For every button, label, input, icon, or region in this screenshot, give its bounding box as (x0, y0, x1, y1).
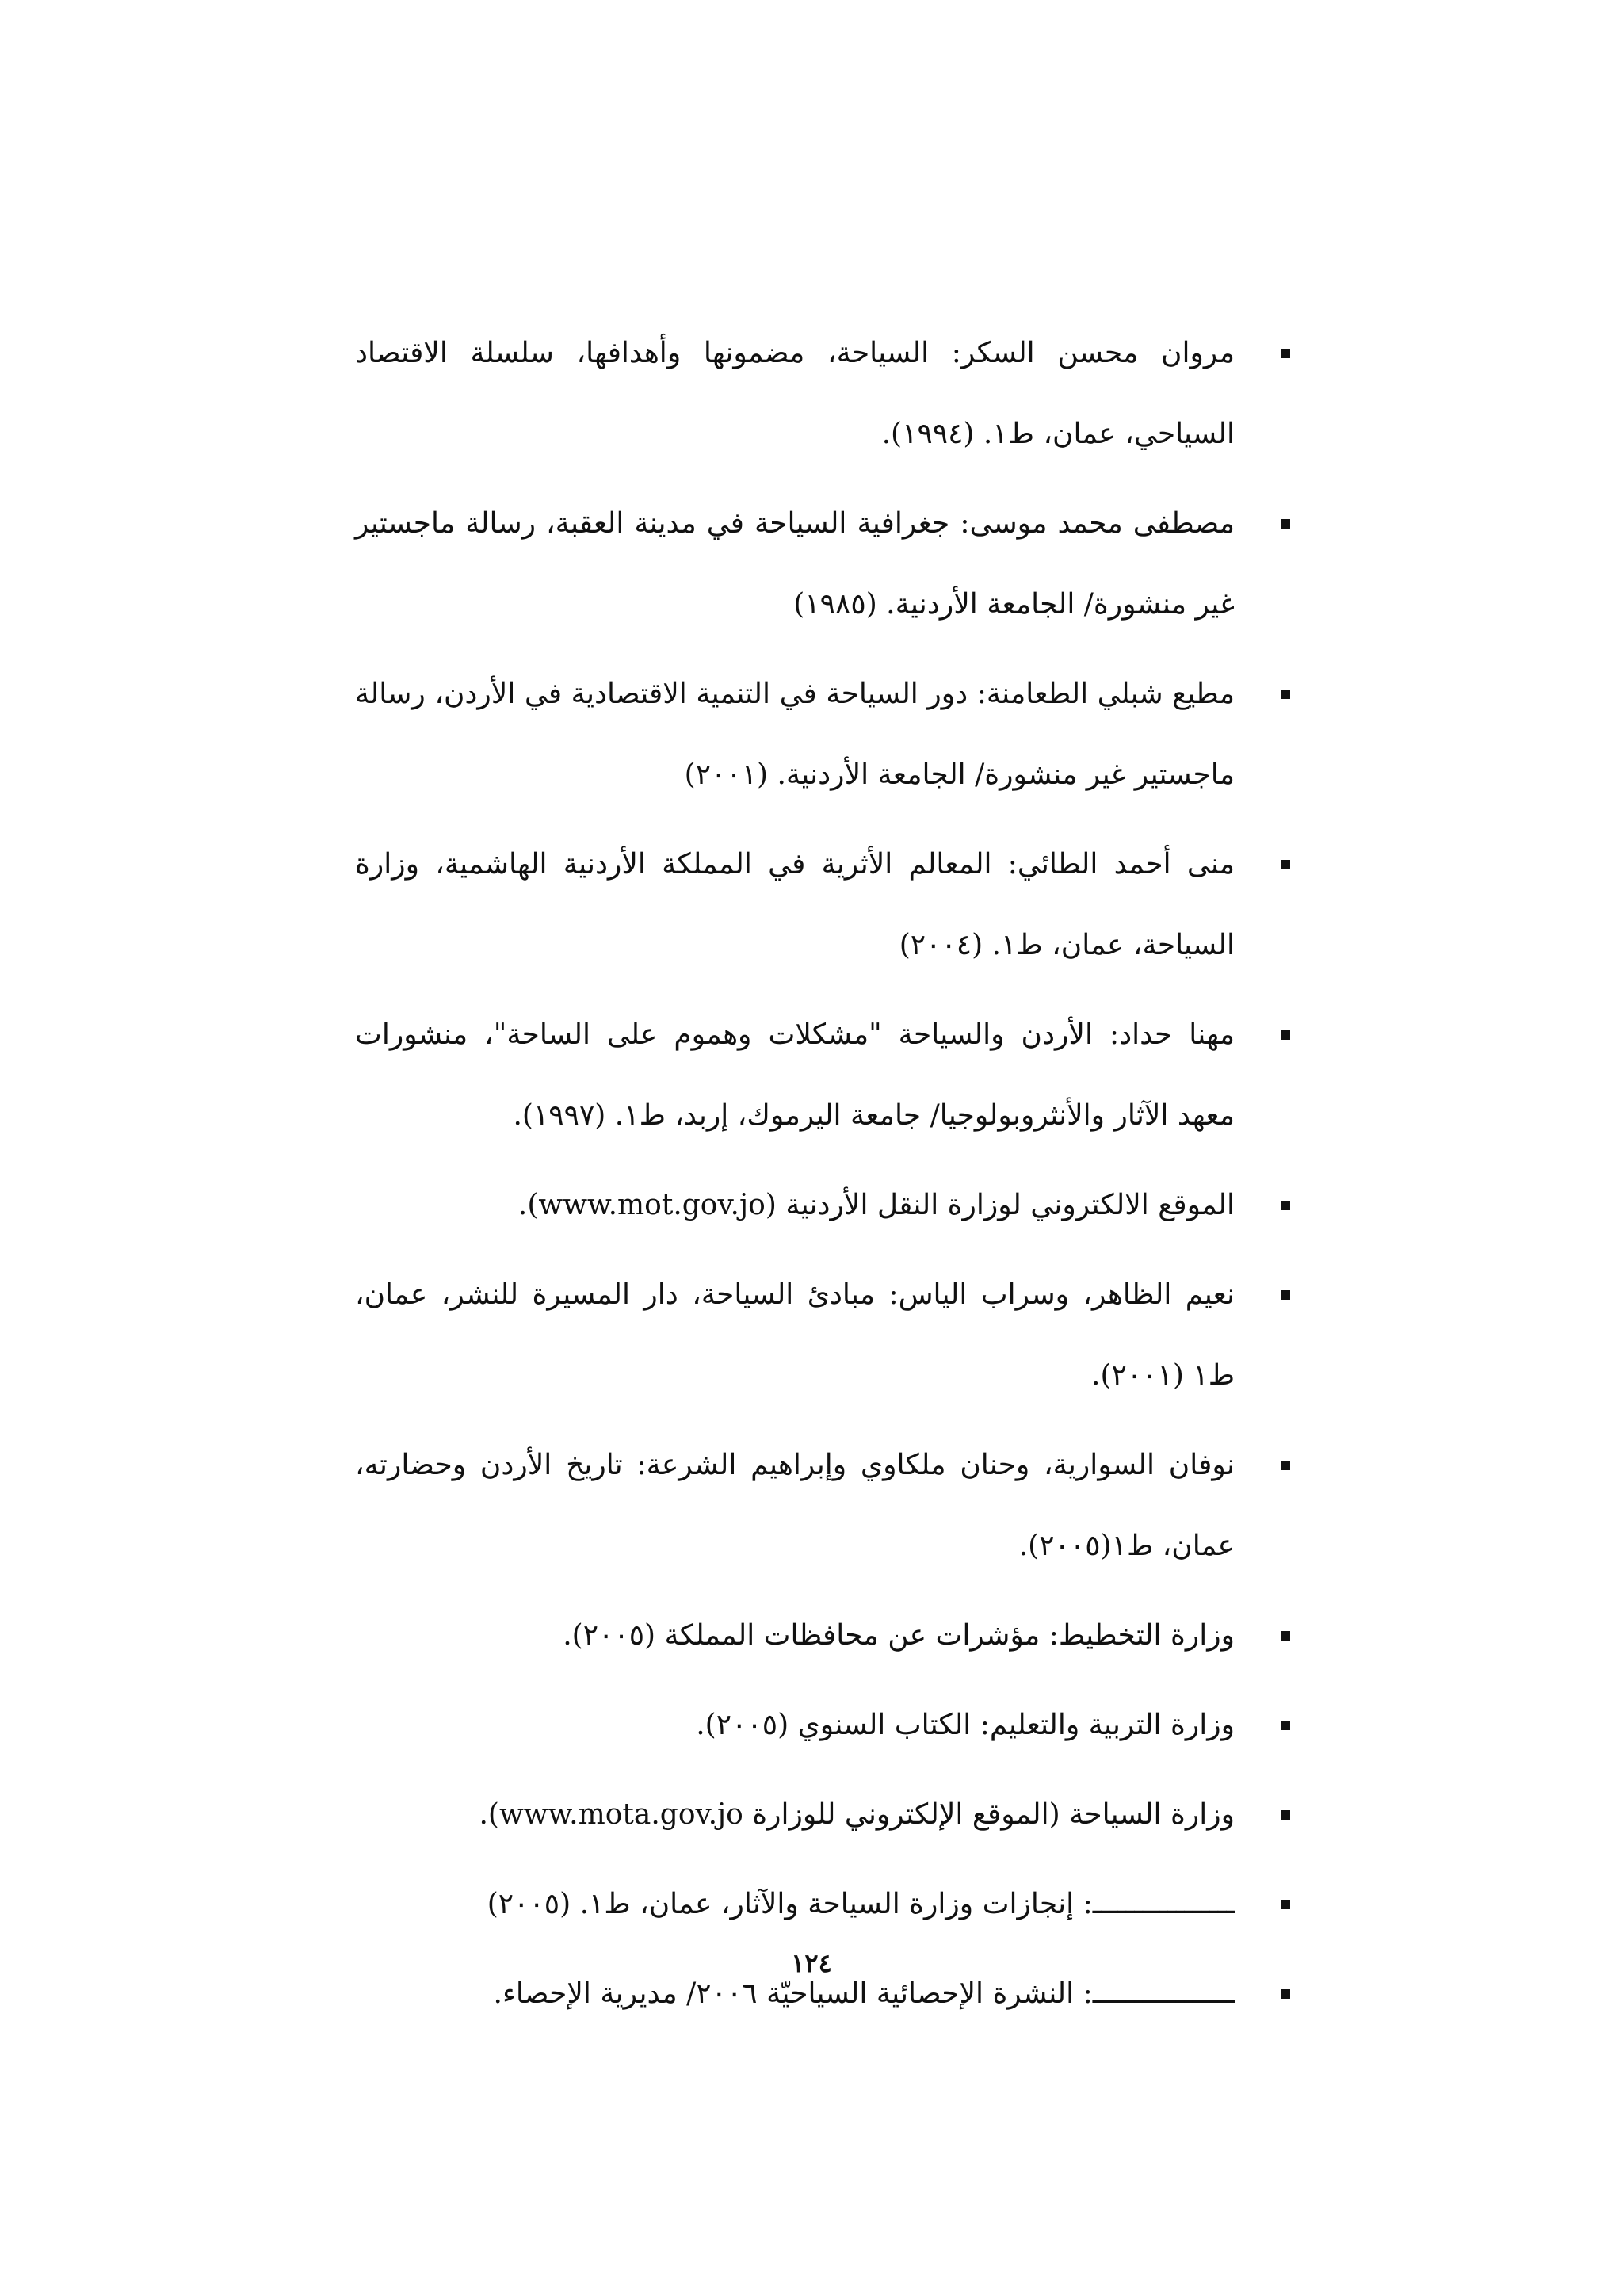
reference-text: مروان محسن السكر: السياحة، مضمونها وأهدافها، سلسلة الاقتصاد السياحي، عمان، ط١. (١٩٩٤). (355, 337, 1235, 450)
reference-item (355, 1864, 1290, 1945)
reference-text: ـــــــــــــــــ: النشرة الإحصائية السياحيّة ٢٠٠٦/ مديرية الإحصاء. (493, 1977, 1235, 2010)
square-bullet-icon (1281, 1900, 1290, 1909)
reference-list (355, 313, 1290, 2043)
reference-text: منى أحمد الطائي: المعالم الأثرية في المملكة الأردنية الهاشمية، وزارة السياحة، عمان، ط١. (٢٠٠٤) (355, 848, 1235, 961)
reference-item (355, 1165, 1290, 1246)
reference-text: مهنا حداد: الأردن والسياحة "مشكلات وهموم على الساحة"، منشورات معهد الآثار والأنثروبولوجيا/ جامعة اليرموك، إربد، ط١. (١٩٩٧). (355, 1018, 1235, 1132)
reference-item (355, 483, 1290, 645)
square-bullet-icon (1281, 1290, 1290, 1300)
page-number: ١٢٤ (791, 1948, 832, 1978)
square-bullet-icon (1281, 1810, 1290, 1820)
reference-item (355, 1425, 1290, 1587)
reference-item (355, 995, 1290, 1156)
reference-item (355, 1595, 1290, 1676)
square-bullet-icon (1281, 1989, 1290, 1999)
reference-text: نوفان السوارية، وحنان ملكاوي وإبراهيم الشرعة: تاريخ الأردن وحضارته، عمان، ط١(٢٠٠٥). (355, 1449, 1235, 1562)
reference-item (355, 1775, 1290, 1855)
square-bullet-icon (1281, 690, 1290, 699)
square-bullet-icon (1281, 1461, 1290, 1470)
reference-text: ـــــــــــــــــ: إنجازات وزارة السياحة والآثار، عمان، ط١. (٢٠٠٥) (487, 1888, 1235, 1920)
square-bullet-icon (1281, 1201, 1290, 1210)
reference-item (355, 654, 1290, 816)
square-bullet-icon (1281, 349, 1290, 358)
reference-text: نعيم الظاهر، وسراب الياس: مبادئ السياحة، دار المسيرة للنشر، عمان، ط١ (٢٠٠١). (355, 1278, 1235, 1392)
reference-text: وزارة السياحة (الموقع الإلكتروني للوزارة www.mota.gov.jo). (479, 1798, 1235, 1831)
square-bullet-icon (1281, 519, 1290, 529)
square-bullet-icon (1281, 1631, 1290, 1641)
reference-text: وزارة التخطيط: مؤشرات عن محافظات المملكة (٢٠٠٥). (563, 1619, 1235, 1652)
reference-item (355, 313, 1290, 475)
square-bullet-icon (1281, 1721, 1290, 1730)
reference-item (355, 1255, 1290, 1416)
reference-item (355, 824, 1290, 986)
square-bullet-icon (1281, 1030, 1290, 1040)
reference-text: مصطفى محمد موسى: جغرافية السياحة في مدينة العقبة، رسالة ماجستير غير منشورة/ الجامعة الأردنية. (١٩٨٥) (355, 507, 1235, 621)
square-bullet-icon (1281, 860, 1290, 869)
reference-text: الموقع الالكتروني لوزارة النقل الأردنية (www.mot.gov.jo). (517, 1189, 1235, 1221)
reference-text: مطيع شبلي الطعامنة: دور السياحة في التنمية الاقتصادية في الأردن، رسالة ماجستير غير منشورة/ الجامعة الأردنية. (٢٠٠١) (355, 678, 1235, 791)
reference-item (355, 1685, 1290, 1766)
reference-text: وزارة التربية والتعليم: الكتاب السنوي (٢٠٠٥). (696, 1709, 1235, 1741)
